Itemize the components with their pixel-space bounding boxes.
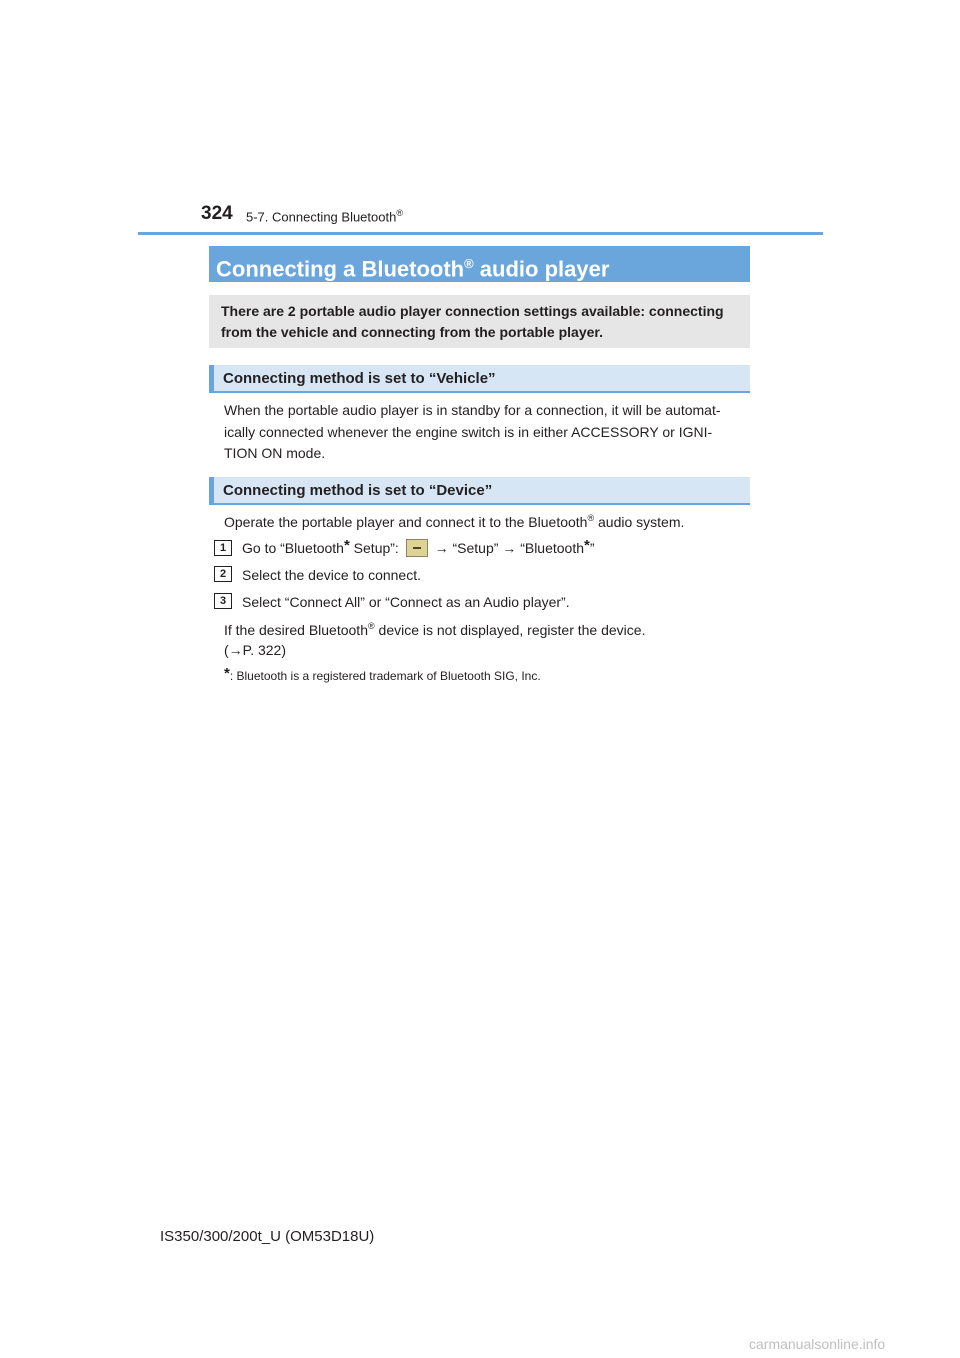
footnote-star: * bbox=[224, 665, 230, 682]
title-reg: ® bbox=[464, 256, 474, 271]
note-pre: If the desired Bluetooth bbox=[224, 622, 368, 638]
device-intro-pre: Operate the portable player and connect it to the Bluetooth bbox=[224, 514, 588, 530]
step-3-text: Select “Connect All” or “Connect as an Audio player”. bbox=[242, 594, 570, 610]
footer-model-code: IS350/300/200t_U (OM53D18U) bbox=[160, 1228, 375, 1245]
vehicle-desc-line-3: TION ON mode. bbox=[224, 445, 326, 461]
step-1-part-2: Setup”: bbox=[349, 540, 403, 556]
step-number-badge: 3 bbox=[214, 593, 232, 609]
device-method-intro bbox=[224, 512, 684, 534]
intro-line-1: There are 2 portable audio player connection settings available: connecting bbox=[221, 303, 724, 319]
header-rule bbox=[138, 232, 823, 235]
step-number-badge: 2 bbox=[214, 566, 232, 582]
step-1-text bbox=[242, 538, 595, 558]
step-1-star-2: * bbox=[584, 537, 590, 554]
step-number-badge: 1 bbox=[214, 540, 232, 556]
page-reference: (→P. 322) bbox=[224, 642, 286, 658]
vehicle-desc-line-1: When the portable audio player is in standby for a connection, it will be automat- bbox=[224, 402, 721, 418]
note-reg: ® bbox=[368, 621, 375, 631]
step-1-part-4: ” bbox=[589, 540, 595, 556]
menu-button-icon bbox=[406, 539, 428, 557]
section-label bbox=[246, 208, 403, 224]
title-text-pre: Connecting a Bluetooth bbox=[216, 256, 465, 282]
page-number: 324 bbox=[201, 203, 233, 224]
title-text-post: audio player bbox=[473, 256, 610, 282]
step-1-star-1: * bbox=[343, 537, 350, 554]
device-intro-post: audio system. bbox=[594, 514, 685, 530]
step-2-text: Select the device to connect. bbox=[242, 567, 421, 583]
footnote-text: : Bluetooth is a registered trademark of Bluetooth SIG, Inc. bbox=[229, 669, 541, 683]
note-post: device is not displayed, register the device. bbox=[374, 622, 646, 638]
trademark-footnote bbox=[224, 667, 541, 685]
device-not-displayed-note bbox=[224, 620, 645, 642]
page-title bbox=[209, 246, 750, 282]
vehicle-desc-line-2: ically connected whenever the engine switch is in either ACCESSORY or IGNI- bbox=[224, 423, 713, 440]
intro-line-2: from the vehicle and connecting from the portable player. bbox=[221, 324, 603, 340]
device-intro-reg: ® bbox=[587, 513, 595, 523]
section-label-reg: ® bbox=[396, 208, 403, 218]
watermark: carmanualsonline.info bbox=[749, 1336, 886, 1352]
vehicle-method-description bbox=[224, 400, 721, 465]
step-1-part-1: Go to “Bluetooth bbox=[242, 540, 344, 556]
section-label-text: 5-7. Connecting Bluetooth bbox=[246, 209, 397, 225]
vehicle-method-heading: Connecting method is set to “Vehicle” bbox=[209, 365, 750, 393]
device-method-heading: Connecting method is set to “Device” bbox=[209, 477, 750, 505]
step-1-part-3: → “Setup” → “Bluetooth bbox=[430, 540, 585, 556]
intro-box bbox=[209, 295, 750, 348]
